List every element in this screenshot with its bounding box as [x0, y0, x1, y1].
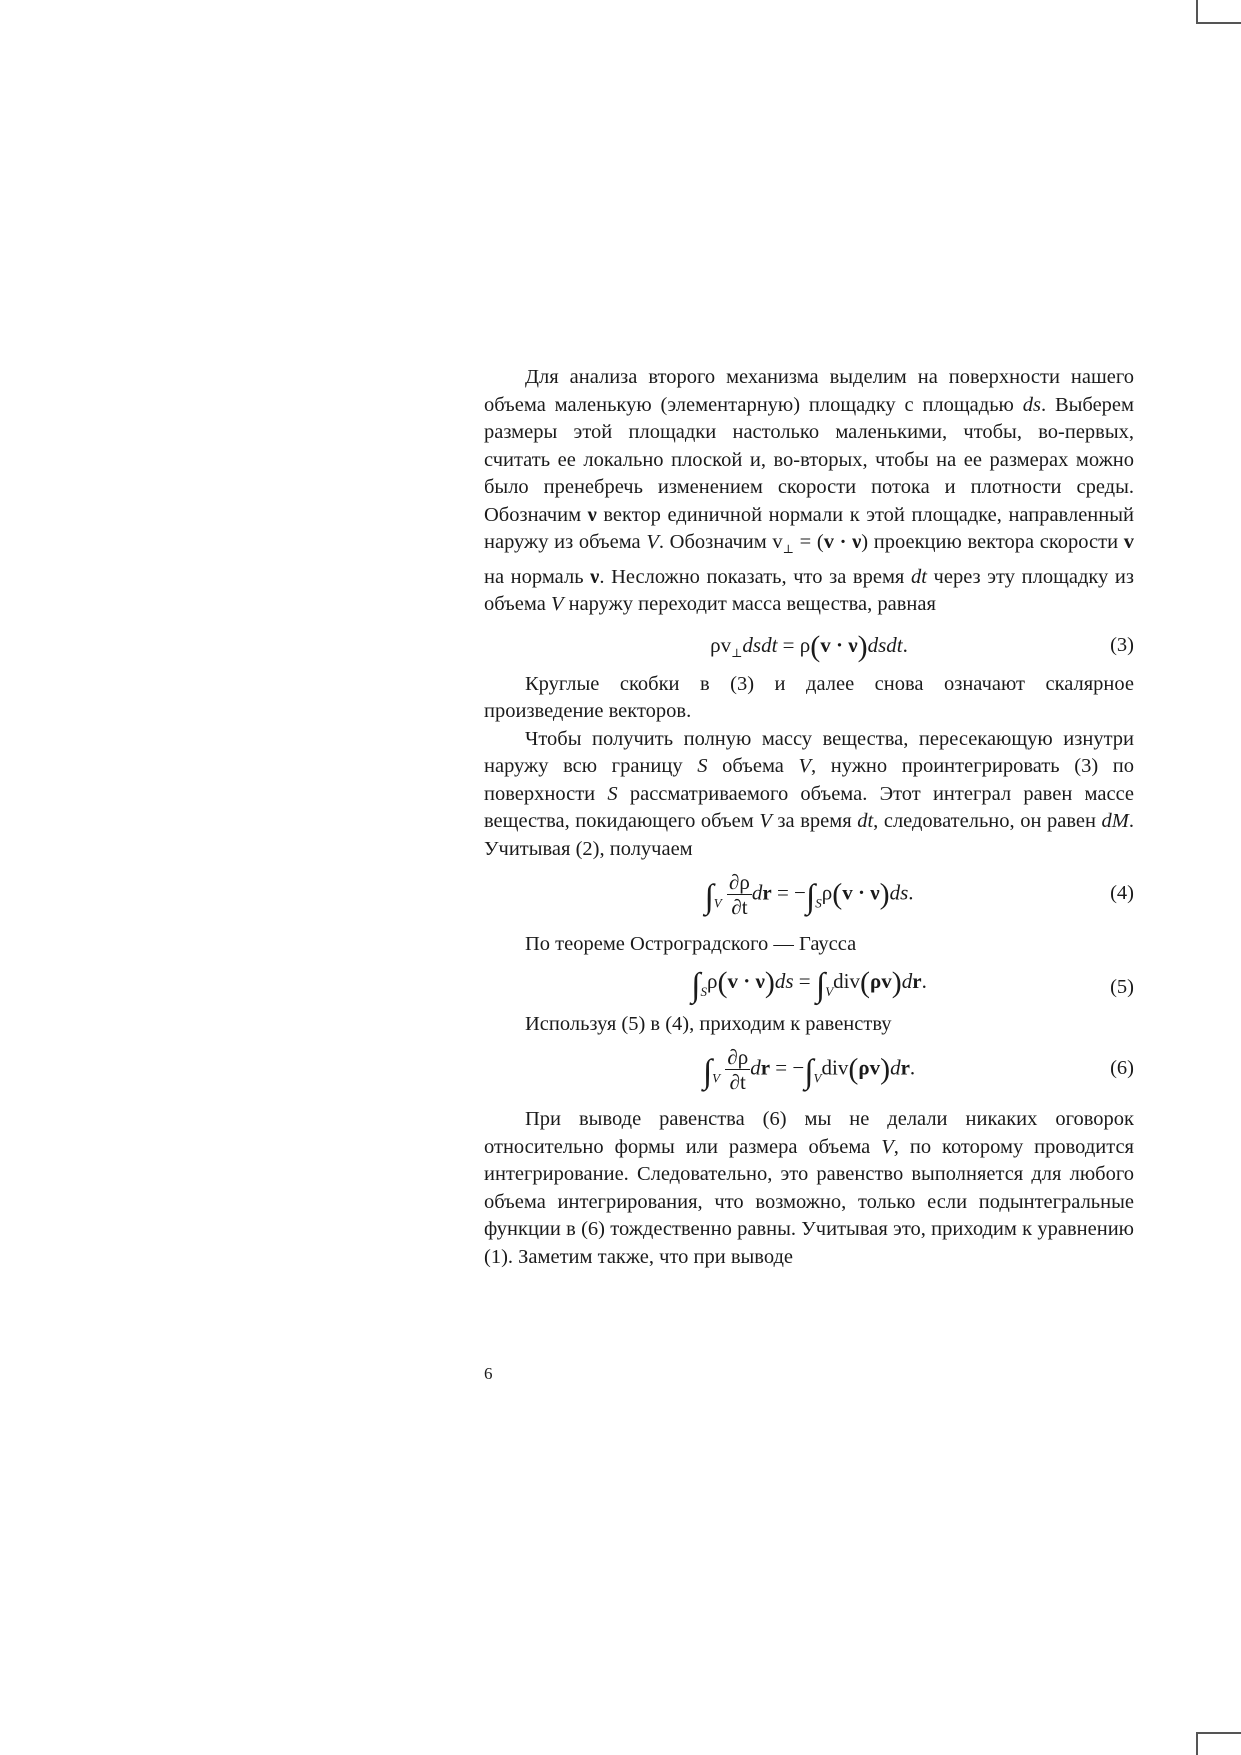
paragraph-5: Используя (5) в (4), приходим к равенству: [525, 1012, 892, 1035]
equation-5-formula: $\int_S\rho(v \cdot \nu)ds = \int_Vdiv(\rho v)dr$.: [691, 965, 927, 1004]
equation-3-formula: $\rho v_\perp dsdt = \rho(v$ · ν)dsdt.: [710, 629, 908, 663]
page-text: [484, 364, 1134, 1271]
equation-6-formula: $\int_V$ $\frac{\partial\rho}{\partial t}$ dr = $-\int_Vdiv(\rho v)dr$.: [702, 1045, 916, 1095]
equation-3-number: (3): [1110, 633, 1134, 656]
equation-3: [484, 622, 1134, 668]
crop-mark-bottom-vertical: [1196, 1732, 1198, 1755]
paragraph-3: Чтобы получить полную массу вещества, пересекающую изнутри наружу всю границу S объема V, нужно проинтегрировать (3) по поверхности S рассматриваемого объема. Этот интеграл равен массе вещества, покидающего объем V за время dt, следовательно, он равен dM. Учитывая (2), получаем: [484, 727, 1135, 860]
equation-6: [484, 1041, 1134, 1103]
equation-4: [484, 866, 1134, 928]
paragraph-6: При выводе равенства (6) мы не делали никаких оговорок относительно формы или размера объема V, по которому проводится интегрирование. Следовательно, это равенство выполняется для любого объема интегрирования, что возможно, только если подынтегральные функции в (6) тождественно равны. Учитывая это, приходим к уравнению (1). Заметим также, что при выводе: [484, 1108, 1134, 1268]
page-number: 6: [484, 1364, 493, 1383]
equation-4-number: (4): [1110, 882, 1134, 905]
equation-4-fraction: $\frac{\partial\rho}{\partial t}$: [729, 870, 750, 920]
crop-mark-top-horizontal: [1196, 22, 1241, 24]
equation-5-number: (5): [1110, 975, 1134, 998]
paragraph-4: По теореме Остроградского — Гаусса: [525, 933, 857, 956]
equation-6-number: (6): [1110, 1057, 1134, 1080]
equation-5: [484, 962, 1134, 1008]
crop-mark-bottom-horizontal: [1196, 1732, 1241, 1734]
crop-mark-top-vertical: [1196, 0, 1198, 22]
equation-4-formula: $\int_V$ $\frac{\partial\rho}{\partial t}$ dr = $-\int_S\rho(v \cdot \nu)ds$.: [704, 870, 914, 920]
equation-6-fraction: $\frac{\partial\rho}{\partial t}$: [727, 1045, 749, 1095]
paragraph-1: Для анализа второго механизма выделим на поверхности нашего объема маленькую (элементарную) площадку с площадью ds. Выберем размеры этой площадки настолько маленькими, чтобы, во-первых, считать ее локально плоской и, во-вторых, чтобы на ее размерах можно было пренебречь изменением скорости потока и плотности среды. Обозначим ν вектор единичной нормали к этой площадке, направленный наружу из объема V. Обозначим $v_\perp = (v \cdot \nu)$ проекцию вектора скорости v на нормаль ν. Несложно показать, что за время dt через эту площадку из объема V наружу переходит масса вещества, равная: [484, 366, 1135, 616]
paragraph-2: Круглые скобки в (3) и далее снова означают скалярное произведение векторов.: [484, 672, 1134, 723]
